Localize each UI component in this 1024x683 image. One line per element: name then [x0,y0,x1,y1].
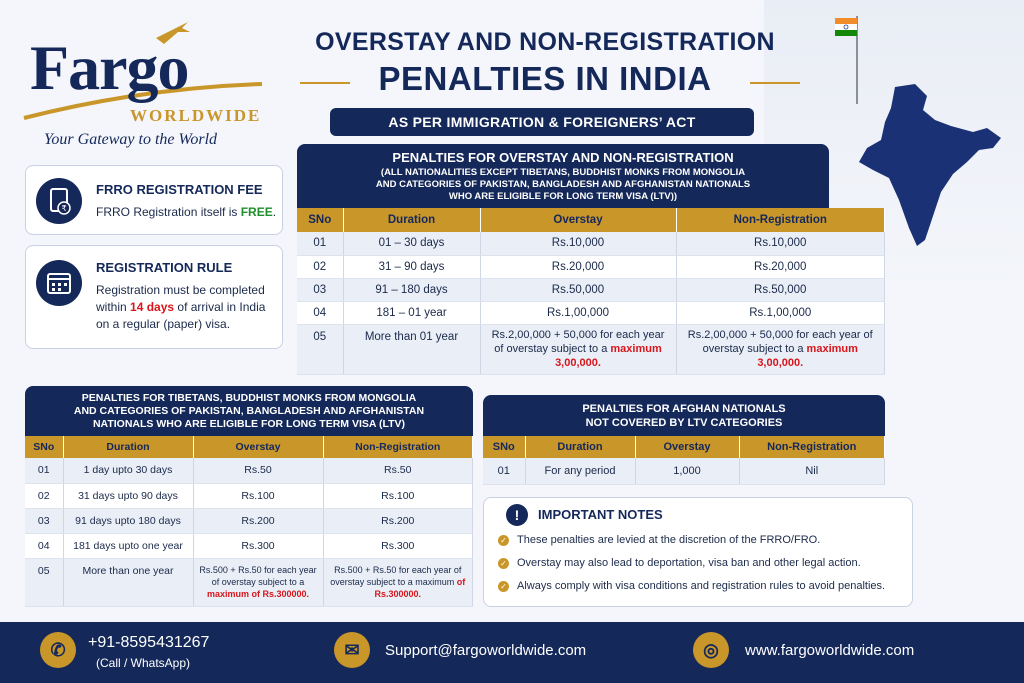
rule-title: REGISTRATION RULE [96,260,233,275]
fee-card [25,165,283,235]
cell: Rs.2,00,000 + 50,000 for each year of overstay subject to a maximum 3,00,000. [480,324,676,374]
page-title-line1: OVERSTAY AND NON-REGISTRATION [315,28,775,56]
cell: 02 [25,483,63,508]
table-row [25,458,473,483]
cell: 01 [25,458,63,483]
col-header: Duration [343,208,480,232]
brand-name: Fargo [30,32,189,103]
cell: 03 [297,278,343,301]
ltv-table-header [25,386,473,436]
main-table-grid [297,208,885,375]
col-header: Duration [525,436,635,458]
document-rupee-icon [36,178,82,224]
note-item: ✓ Overstay may also lead to deportation, visa ban and other legal action. [498,557,861,569]
col-header: SNo [25,436,63,458]
cell: Rs.300 [323,533,473,558]
table-row [25,508,473,533]
cell: 1,000 [635,458,739,484]
cell: 1 day upto 30 days [63,458,193,483]
check-icon: ✓ [498,558,509,569]
cell: More than 01 year [343,324,480,374]
notes-title: IMPORTANT NOTES [538,507,663,522]
cell: 04 [297,301,343,324]
note-item: ✓ These penalties are levied at the discretion of the FRRO/FRO. [498,534,820,546]
main-table-sub2: AND CATEGORIES OF PAKISTAN, BANGLADESH AND AFGHANISTAN NATIONALS [375,179,751,190]
cell: 01 – 30 days [343,232,480,255]
cell: Rs.1,00,000 [480,301,676,324]
cell: 03 [25,508,63,533]
cell: Rs.200 [323,508,473,533]
afghan-penalty-table [483,395,885,485]
cell: Rs.20,000 [480,255,676,278]
cell: 31 – 90 days [343,255,480,278]
cell: 91 – 180 days [343,278,480,301]
table-row [297,255,885,278]
check-icon: ✓ [498,581,509,592]
footer-website[interactable]: www.fargoworldwide.com [745,642,915,659]
afghan-table-grid [483,436,885,485]
ltv-title-line: AND CATEGORIES OF PAKISTAN, BANGLADESH AND AFGHANISTAN [73,405,425,417]
cell: More than one year [63,558,193,606]
note-item: ✓ Always comply with visa conditions and registration rules to avoid penalties. [498,580,885,592]
cell: Rs.50,000 [480,278,676,301]
afghan-table-header [483,395,885,436]
cell: Rs.10,000 [480,232,676,255]
col-header: Overstay [635,436,739,458]
ltv-title-line: PENALTIES FOR TIBETANS, BUDDHIST MONKS FROM MONGOLIA [81,392,417,404]
afghan-title-line: NOT COVERED BY LTV CATEGORIES [585,417,783,429]
table-row [297,232,885,255]
cell: Rs.1,00,000 [676,301,885,324]
globe-icon: ◎ [693,632,729,668]
phone-icon: ✆ [40,632,76,668]
afghan-title-line: PENALTIES FOR AFGHAN NATIONALS [582,403,786,415]
table-row [483,458,885,484]
cell: Rs.100 [323,483,473,508]
main-penalty-table [297,144,885,375]
brand-tagline: Your Gateway to the World [44,131,218,148]
cell: Nil [739,458,885,484]
cell: 01 [297,232,343,255]
cell: Rs.500 + Rs.50 for each year of overstay subject to a maximum of Rs.300000. [193,558,323,606]
table-row [297,324,885,374]
fee-text: FRRO Registration itself is FREE. [96,205,277,219]
fee-title: FRRO REGISTRATION FEE [96,182,263,197]
rule-text: Registration must be completed within 14 days of arrival in India on a regular (paper) visa. [96,283,266,331]
table-row [297,278,885,301]
cell: Rs.10,000 [676,232,885,255]
cell: 31 days upto 90 days [63,483,193,508]
cell: 01 [483,458,525,484]
cell: Rs.300 [193,533,323,558]
brand-sub: WORLDWIDE [130,106,262,125]
page-subtitle: AS PER IMMIGRATION & FOREIGNERS’ ACT [330,108,754,136]
brand-logo [22,18,272,158]
cell: Rs.500 + Rs.50 for each year of overstay subject to a maximum of Rs.300000. [323,558,473,606]
table-row [25,533,473,558]
rule-card [25,245,283,349]
footer-bar [0,622,1024,683]
cell: Rs.200 [193,508,323,533]
cell: Rs.100 [193,483,323,508]
main-table-header [297,144,829,208]
ltv-penalty-table [25,386,473,607]
cell: Rs.50,000 [676,278,885,301]
cell: Rs.2,00,000 + 50,000 for each year of overstay subject to a maximum 3,00,000. [676,324,885,374]
col-header: Non-Registration [676,208,885,232]
calendar-icon [36,260,82,306]
cell: Rs.50 [323,458,473,483]
ltv-table-grid [25,436,473,607]
svg-text:₹: ₹ [61,204,67,213]
airplane-icon [152,18,192,48]
col-header: SNo [483,436,525,458]
main-table-title: PENALTIES FOR OVERSTAY AND NON-REGISTRATION [392,150,734,165]
page-title-line2: PENALTIES IN INDIA [378,60,712,97]
cell: For any period [525,458,635,484]
cell: 91 days upto 180 days [63,508,193,533]
mail-icon: ✉ [334,632,370,668]
footer-phone[interactable]: +91-8595431267 [88,634,210,651]
table-row [25,558,473,606]
cell: 05 [25,558,63,606]
main-table-sub3: WHO ARE ELIGIBLE FOR LONG TERM VISA (LTV)) [448,191,678,202]
alert-icon: ! [506,504,528,526]
cell: Rs.50 [193,458,323,483]
check-icon: ✓ [498,535,509,546]
cell: Rs.20,000 [676,255,885,278]
cell: 181 days upto one year [63,533,193,558]
col-header: Duration [63,436,193,458]
table-row [297,301,885,324]
cell: 04 [25,533,63,558]
cell: 05 [297,324,343,374]
col-header: Overstay [480,208,676,232]
col-header: Overstay [193,436,323,458]
footer-phone-sub: (Call / WhatsApp) [96,656,191,670]
cell: 181 – 01 year [343,301,480,324]
footer-email[interactable]: Support@fargoworldwide.com [385,642,587,659]
col-header: Non-Registration [739,436,885,458]
table-row [25,483,473,508]
main-table-sub1: (ALL NATIONALITIES EXCEPT TIBETANS, BUDDHIST MONKS FROM MONGOLIA [380,167,746,178]
col-header: SNo [297,208,343,232]
col-header: Non-Registration [323,436,473,458]
ltv-title-line: NATIONALS WHO ARE ELIGIBLE FOR LONG TERM VISA (LTV) [92,418,406,430]
cell: 02 [297,255,343,278]
important-notes [483,497,913,607]
